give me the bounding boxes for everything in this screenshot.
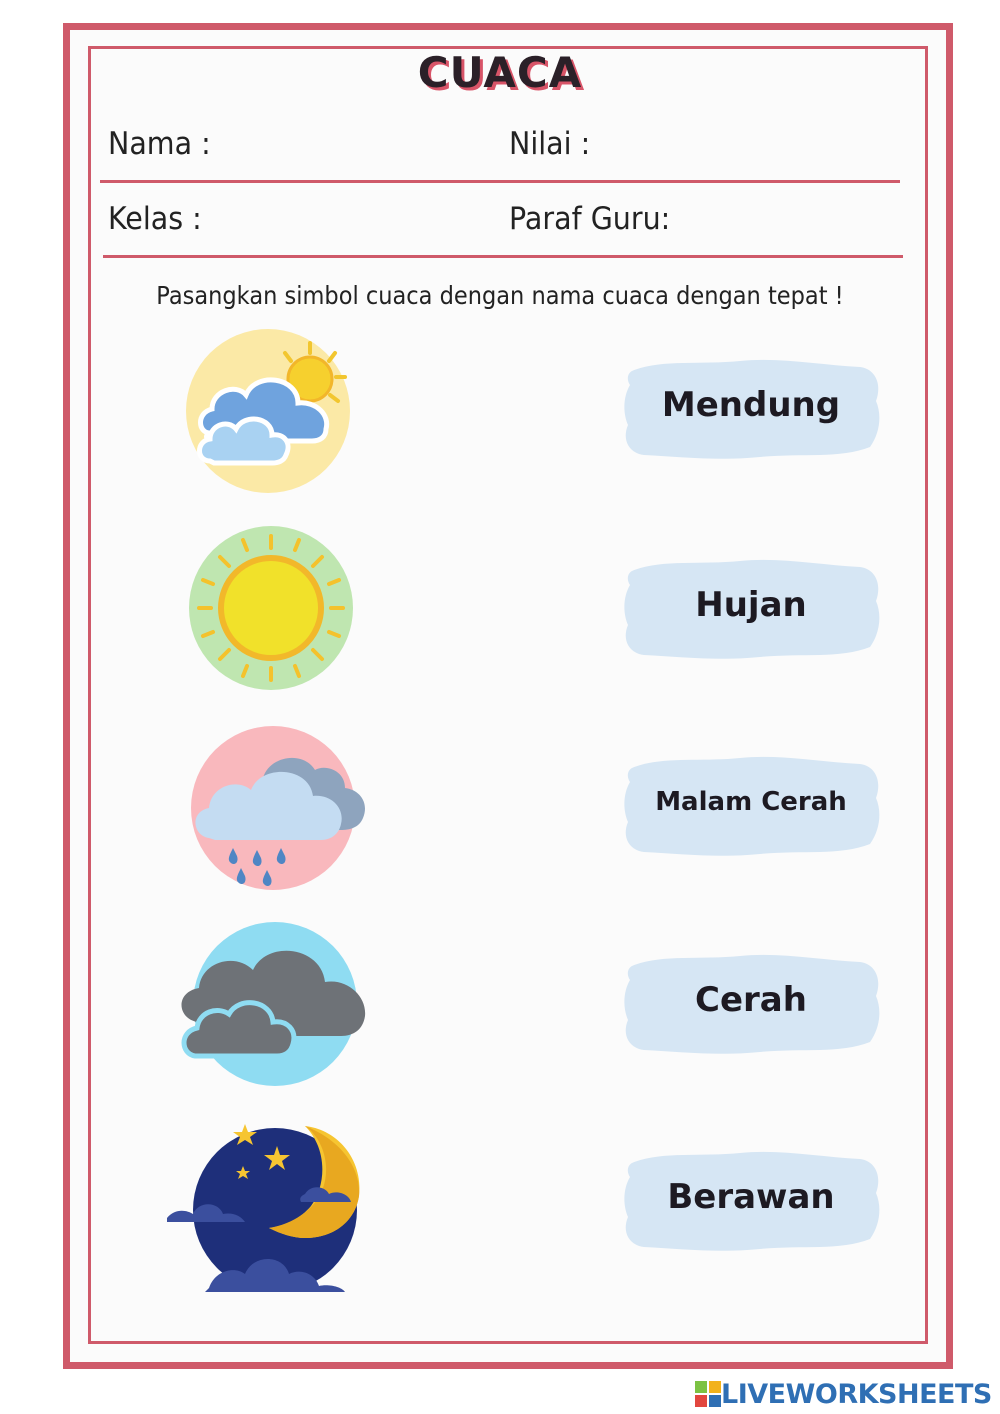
label-box[interactable] bbox=[620, 355, 882, 465]
label-berawan[interactable]: Berawan bbox=[667, 1177, 835, 1217]
field-nama: Nama : bbox=[108, 126, 211, 162]
liveworksheets-logo[interactable] bbox=[695, 1378, 992, 1410]
partly-cloudy-icon[interactable] bbox=[180, 325, 360, 500]
sun-icon[interactable] bbox=[185, 522, 360, 697]
label-box[interactable] bbox=[620, 555, 882, 665]
rain-cloud-icon[interactable] bbox=[185, 720, 375, 895]
label-malam-cerah[interactable]: Malam Cerah bbox=[655, 787, 847, 817]
label-mendung[interactable]: Mendung bbox=[661, 385, 841, 425]
label-box[interactable] bbox=[620, 752, 882, 862]
dark-cloud-icon[interactable] bbox=[175, 918, 375, 1093]
label-box[interactable] bbox=[620, 950, 882, 1060]
instruction-text: Pasangkan simbol cuaca dengan nama cuaca dengan tepat ! bbox=[156, 281, 844, 310]
label-cerah[interactable]: Cerah bbox=[695, 980, 807, 1020]
label-box[interactable] bbox=[620, 1147, 882, 1257]
liveworksheets-brand: LIVEWORKSHEETS bbox=[721, 1378, 992, 1410]
field-nilai: Nilai : bbox=[509, 126, 591, 162]
label-hujan[interactable]: Hujan bbox=[695, 585, 807, 625]
page-title: CUACA bbox=[417, 48, 583, 97]
divider-line bbox=[100, 180, 900, 183]
divider-line bbox=[103, 255, 903, 258]
night-moon-icon[interactable] bbox=[165, 1118, 365, 1298]
liveworksheets-logo-icon bbox=[695, 1381, 721, 1407]
field-kelas: Kelas : bbox=[108, 201, 202, 237]
field-paraf-guru: Paraf Guru: bbox=[509, 201, 671, 237]
